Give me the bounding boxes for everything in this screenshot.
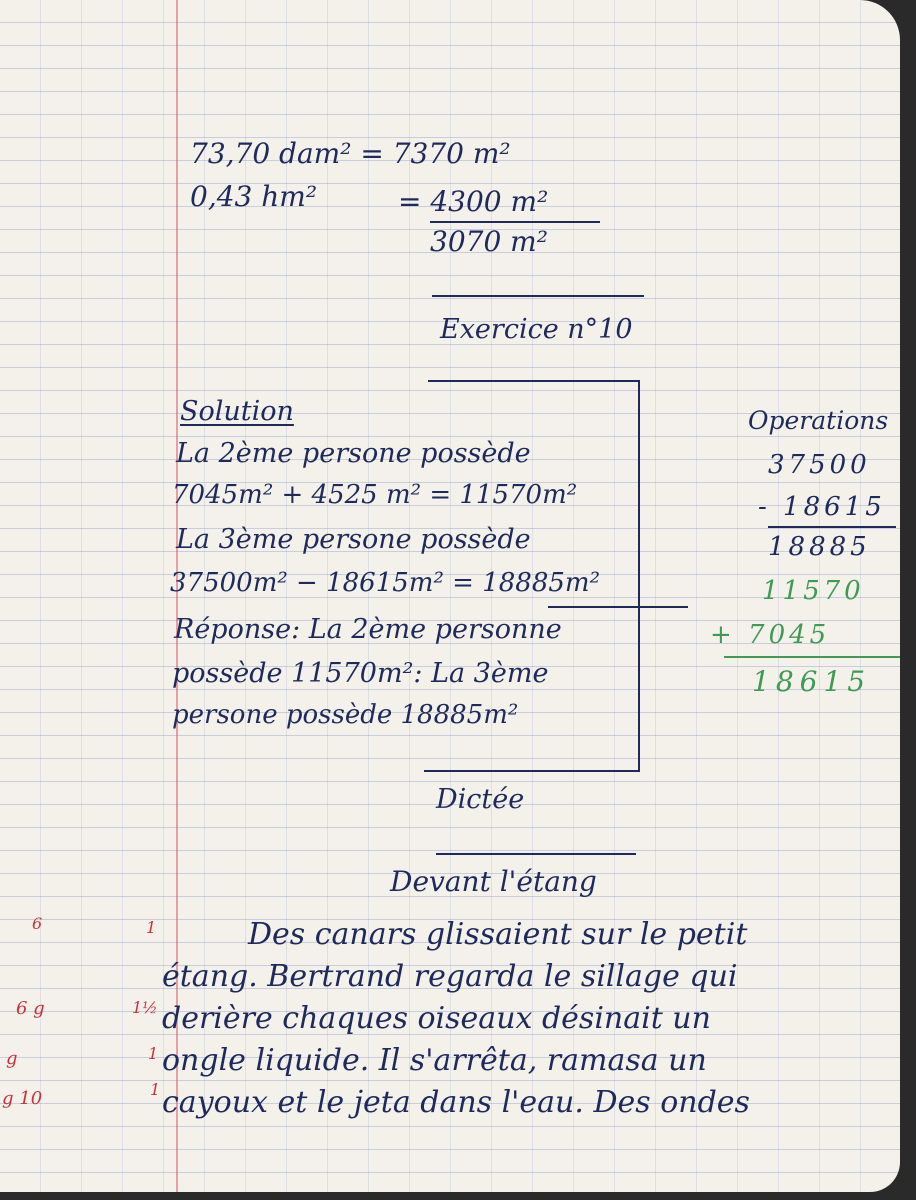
box-right-rule xyxy=(638,380,640,772)
box-bottom-rule xyxy=(424,770,640,772)
exercise-title: Exercice n°10 xyxy=(440,314,633,345)
conversion-line-1: 73,70 dam² = 7370 m² xyxy=(190,137,511,170)
operation-difference: 18885 xyxy=(768,532,871,562)
solution-line: La 2ème persone possède xyxy=(176,438,531,469)
margin-mark: 1½ xyxy=(132,998,158,1017)
addition-rule xyxy=(724,656,900,658)
operation-addend-1: 11570 xyxy=(762,576,865,606)
solution-line: 37500m² − 18615m² = 18885m² xyxy=(170,568,600,598)
box-top-rule xyxy=(428,380,640,382)
dictation-title: Devant l'étang xyxy=(390,865,597,898)
operations-heading: Operations xyxy=(748,406,889,435)
dictation-line: cayoux et le jeta dans l'eau. Des ondes xyxy=(162,1085,750,1120)
margin-mark: 1 xyxy=(146,918,157,937)
operation-subtrahend: - 18615 xyxy=(758,492,886,522)
dictee-title: Dictée xyxy=(436,784,525,815)
operation-addend-2: + 7045 xyxy=(710,620,831,650)
title-rule-top xyxy=(432,295,644,297)
solution-line: La 3ème persone possède xyxy=(176,524,531,555)
result-underline xyxy=(548,606,688,608)
margin-mark: 6 g xyxy=(16,998,45,1019)
margin-mark: 1 xyxy=(150,1080,161,1099)
operation-sum: 18615 xyxy=(752,665,872,698)
dictation-line: Des canars glissaient sur le petit xyxy=(248,917,748,952)
dictation-line: ongle liquide. Il s'arrêta, ramasa un xyxy=(162,1043,707,1078)
conversion-total: 3070 m² xyxy=(430,225,548,258)
dictation-line: derière chaques oiseaux désinait un xyxy=(162,1001,711,1036)
dictation-line: étang. Bertrand regarda le sillage qui xyxy=(162,959,738,994)
solution-line: Réponse: La 2ème personne xyxy=(174,614,562,645)
margin-mark: 6 xyxy=(32,914,43,933)
solution-line: persone possède 18885m² xyxy=(172,700,519,730)
conversion-line-2: 0,43 hm² xyxy=(190,180,318,213)
margin-mark: g 10 xyxy=(2,1088,43,1109)
solution-line: possède 11570m²: La 3ème xyxy=(172,658,549,689)
solution-heading: Solution xyxy=(180,396,294,427)
margin-mark: 1 xyxy=(148,1044,159,1063)
sum-rule xyxy=(430,221,600,223)
operation-minuend: 37500 xyxy=(768,450,871,480)
margin-mark: g xyxy=(6,1048,18,1069)
solution-line: 7045m² + 4525 m² = 11570m² xyxy=(172,480,578,510)
conversion-line-2b: = 4300 m² xyxy=(398,185,549,218)
subtraction-rule xyxy=(768,526,896,528)
dictee-rule xyxy=(436,853,636,855)
